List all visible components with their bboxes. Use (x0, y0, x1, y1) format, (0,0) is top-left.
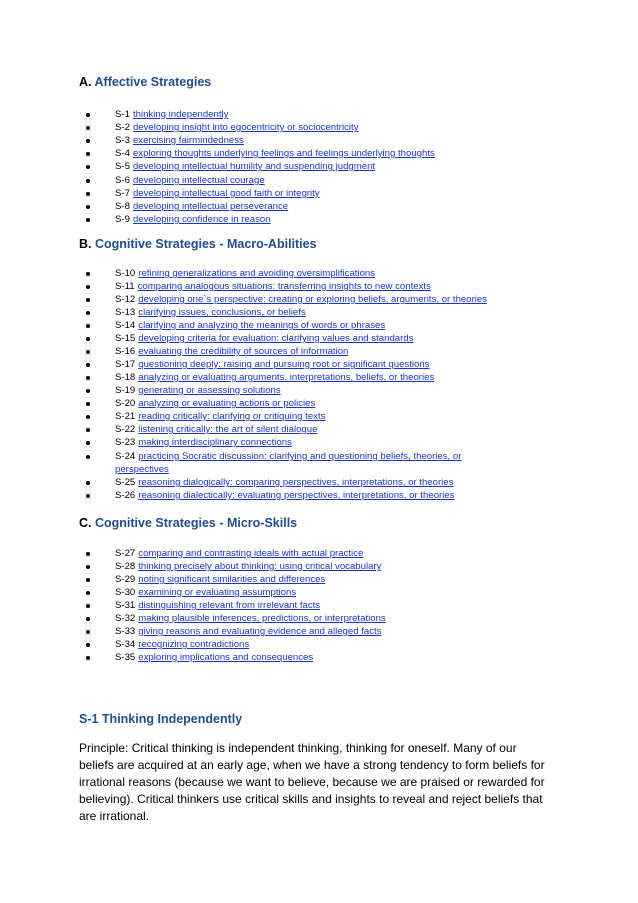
bullet-icon (86, 617, 90, 621)
strategy-link[interactable]: exploring implications and consequences (138, 652, 314, 663)
bullet-icon (86, 591, 90, 595)
list-item (86, 293, 556, 306)
item-code: S-17 (115, 359, 136, 370)
list-item (86, 358, 556, 371)
strategy-link[interactable]: developing intellectual perseverance (132, 201, 289, 212)
subheading-s1: S-1 Thinking Independently (79, 712, 243, 726)
bullet-icon (86, 565, 90, 569)
item-code: S-25 (115, 477, 136, 488)
list-item (86, 160, 556, 173)
item-code: S-22 (115, 424, 136, 435)
strategy-link[interactable]: making interdisciplinary connections (138, 437, 292, 448)
bullet-icon (86, 324, 90, 328)
item-code: S-3 (115, 135, 130, 146)
strategy-link[interactable]: thinking independently (132, 109, 229, 120)
item-code: S-12 (115, 294, 136, 305)
strategy-link[interactable]: recognizing contradictions (138, 639, 250, 650)
item-code: S-20 (115, 398, 136, 409)
bullet-icon (86, 578, 90, 582)
strategy-link[interactable]: developing confidence in reason (132, 214, 271, 225)
item-code: S-31 (115, 600, 136, 611)
list-item (86, 371, 556, 384)
item-code: S-9 (115, 214, 130, 225)
strategy-link[interactable]: clarifying and analyzing the meanings of words or phrases (138, 320, 386, 331)
list-item (86, 436, 556, 449)
list-item (86, 200, 556, 213)
strategy-link[interactable]: reading critically: clarifying or critiquing texts (138, 411, 326, 422)
bullet-icon (86, 441, 90, 445)
list-item (86, 651, 556, 664)
strategy-link[interactable]: exploring thoughts underlying feelings and feelings underlying thoughts (132, 148, 435, 159)
item-code: S-13 (115, 307, 136, 318)
strategy-link[interactable]: comparing analogous situations: transferring insights to new contexts (137, 281, 431, 292)
item-code: S-6 (115, 175, 130, 186)
list-item (86, 332, 556, 345)
list-item (86, 410, 556, 423)
bullet-icon (86, 428, 90, 432)
bullet-icon (86, 455, 90, 459)
list-item (86, 384, 556, 397)
bullet-icon (86, 218, 90, 222)
list-item (86, 547, 556, 560)
strategy-link[interactable]: clarifying issues, conclusions, or beliefs (138, 307, 306, 318)
section-a-title: Affective Strategies (94, 75, 212, 89)
item-code: S-23 (115, 437, 136, 448)
list-item (86, 319, 556, 332)
bullet-icon (86, 481, 90, 485)
item-code: S-7 (115, 188, 130, 199)
strategy-link[interactable]: questioning deeply: raising and pursuing root or significant questions (138, 359, 430, 370)
bullet-icon (86, 415, 90, 419)
list-item (86, 134, 556, 147)
bullet-icon (86, 337, 90, 341)
strategy-link[interactable]: developing criteria for evaluation: clarifying values and standards (138, 333, 414, 344)
bullet-icon (86, 643, 90, 647)
strategy-link[interactable]: exercising fairmindedness (132, 135, 244, 146)
section-c-title: Cognitive Strategies - Micro-Skills (94, 516, 298, 530)
list-item (86, 147, 556, 160)
bullet-icon (86, 376, 90, 380)
list-item (86, 174, 556, 187)
list-item (86, 280, 556, 293)
strategy-link[interactable]: developing insight into egocentricity or sociocentricity (132, 122, 359, 133)
bullet-icon (86, 298, 90, 302)
list-item (86, 586, 556, 599)
section-c-letter: C. (79, 516, 92, 530)
bullet-icon (86, 389, 90, 393)
item-code: S-16 (115, 346, 136, 357)
list-item (86, 345, 556, 358)
strategy-link[interactable]: making plausible inferences, predictions, or interpretations (138, 613, 386, 624)
list-item (86, 187, 556, 200)
bullet-icon (86, 630, 90, 634)
item-code: S-8 (115, 201, 130, 212)
list-item (86, 573, 556, 586)
bullet-icon (86, 152, 90, 156)
strategy-link[interactable]: reasoning dialogically: comparing perspectives, interpretations, or theories (138, 477, 454, 488)
list-item (86, 625, 556, 638)
item-code: S-18 (115, 372, 136, 383)
list-item (86, 612, 556, 625)
bullet-icon (86, 402, 90, 406)
bullet-icon (86, 604, 90, 608)
strategy-link[interactable]: giving reasons and evaluating evidence and alleged facts (138, 626, 382, 637)
item-code: S-5 (115, 161, 130, 172)
bullet-icon (86, 552, 90, 556)
item-code: S-21 (115, 411, 136, 422)
strategy-link[interactable]: distinguishing relevant from irrelevant facts (138, 600, 321, 611)
strategy-link[interactable]: analyzing or evaluating arguments, interpretations, beliefs, or theories (138, 372, 435, 383)
list-item (86, 560, 556, 573)
strategy-link[interactable]: noting significant similarities and differences (138, 574, 326, 585)
item-code: S-27 (115, 548, 136, 559)
section-b-heading (79, 237, 317, 251)
item-code: S-35 (115, 652, 136, 663)
principle-paragraph: Principle: Critical thinking is independent thinking, thinking for oneself. Many of our beliefs are acquired at an early age, when we have a strong tendency to form beliefs for irrational reasons (because we want to believe, because we are praised or rewarded for believing). Critical thinkers use critical skills and insights to reveal and reject beliefs that are irrational. (79, 741, 545, 823)
strategy-link[interactable]: analyzing or evaluating actions or policies (138, 398, 316, 409)
item-code: S-24 (115, 451, 136, 462)
list-item (86, 450, 485, 476)
strategy-link[interactable]: reasoning dialectically: evaluating perspectives, interpretations, or theories (138, 490, 455, 501)
bullet-icon (86, 179, 90, 183)
bullet-icon (86, 494, 90, 498)
bullet-icon (86, 205, 90, 209)
strategy-link[interactable]: developing intellectual courage (132, 175, 265, 186)
bullet-icon (86, 350, 90, 354)
strategy-link[interactable]: listening critically: the art of silent dialogue (138, 424, 318, 435)
item-code: S-26 (115, 490, 136, 501)
section-a-list (86, 108, 556, 226)
bullet-icon (86, 192, 90, 196)
list-item (86, 423, 556, 436)
item-code: S-28 (115, 561, 136, 572)
item-code: S-30 (115, 587, 136, 598)
item-code: S-32 (115, 613, 136, 624)
item-code: S-1 (115, 109, 130, 120)
strategy-link[interactable]: thinking precisely about thinking: using critical vocabulary (138, 561, 382, 572)
strategy-link[interactable]: evaluating the credibility of sources of information (138, 346, 349, 357)
strategy-link[interactable]: developing intellectual humility and suspending judgment (132, 161, 376, 172)
list-item (86, 121, 556, 134)
bullet-icon (86, 656, 90, 660)
list-item (86, 108, 556, 121)
strategy-link[interactable]: comparing and contrasting ideals with actual practice (138, 548, 364, 559)
item-code: S-4 (115, 148, 130, 159)
strategy-link[interactable]: generating or assessing solutions (138, 385, 281, 396)
list-item (86, 267, 556, 280)
item-code: S-19 (115, 385, 136, 396)
strategy-link[interactable]: developing intellectual good faith or integrity (132, 188, 320, 199)
section-b-letter: B. (79, 237, 92, 251)
list-item (86, 638, 556, 651)
item-code: S-33 (115, 626, 136, 637)
item-code: S-15 (115, 333, 136, 344)
bullet-icon (86, 113, 90, 117)
item-code: S-10 (115, 268, 136, 279)
strategy-link[interactable]: refining generalizations and avoiding oversimplifications (138, 268, 376, 279)
item-code: S-2 (115, 122, 130, 133)
bullet-icon (86, 285, 90, 289)
bullet-icon (86, 139, 90, 143)
strategy-link[interactable]: developing one`s perspective: creating or exploring beliefs, arguments, or theories (138, 294, 488, 305)
item-code: S-11 (115, 281, 135, 292)
item-code: S-14 (115, 320, 136, 331)
section-b-list (86, 267, 556, 502)
item-code: S-29 (115, 574, 136, 585)
section-b-title: Cognitive Strategies - Macro-Abilities (94, 237, 317, 251)
strategy-link[interactable]: examining or evaluating assumptions (138, 587, 297, 598)
bullet-icon (86, 311, 90, 315)
list-item (86, 599, 556, 612)
bullet-icon (86, 126, 90, 130)
bullet-icon (86, 363, 90, 367)
strategy-link[interactable]: practicing Socratic discussion: clarifying and questioning beliefs, theories, or perspectives (115, 451, 462, 475)
list-item (86, 306, 556, 319)
section-c-list (86, 547, 556, 664)
section-c-heading (79, 516, 297, 530)
bullet-icon (86, 165, 90, 169)
bullet-icon (86, 272, 90, 276)
item-code: S-34 (115, 639, 136, 650)
list-item (86, 489, 556, 502)
list-item (86, 213, 556, 226)
list-item (86, 397, 556, 410)
section-a-letter: A. (79, 75, 92, 89)
section-a-heading (79, 75, 211, 89)
list-item (86, 476, 556, 489)
